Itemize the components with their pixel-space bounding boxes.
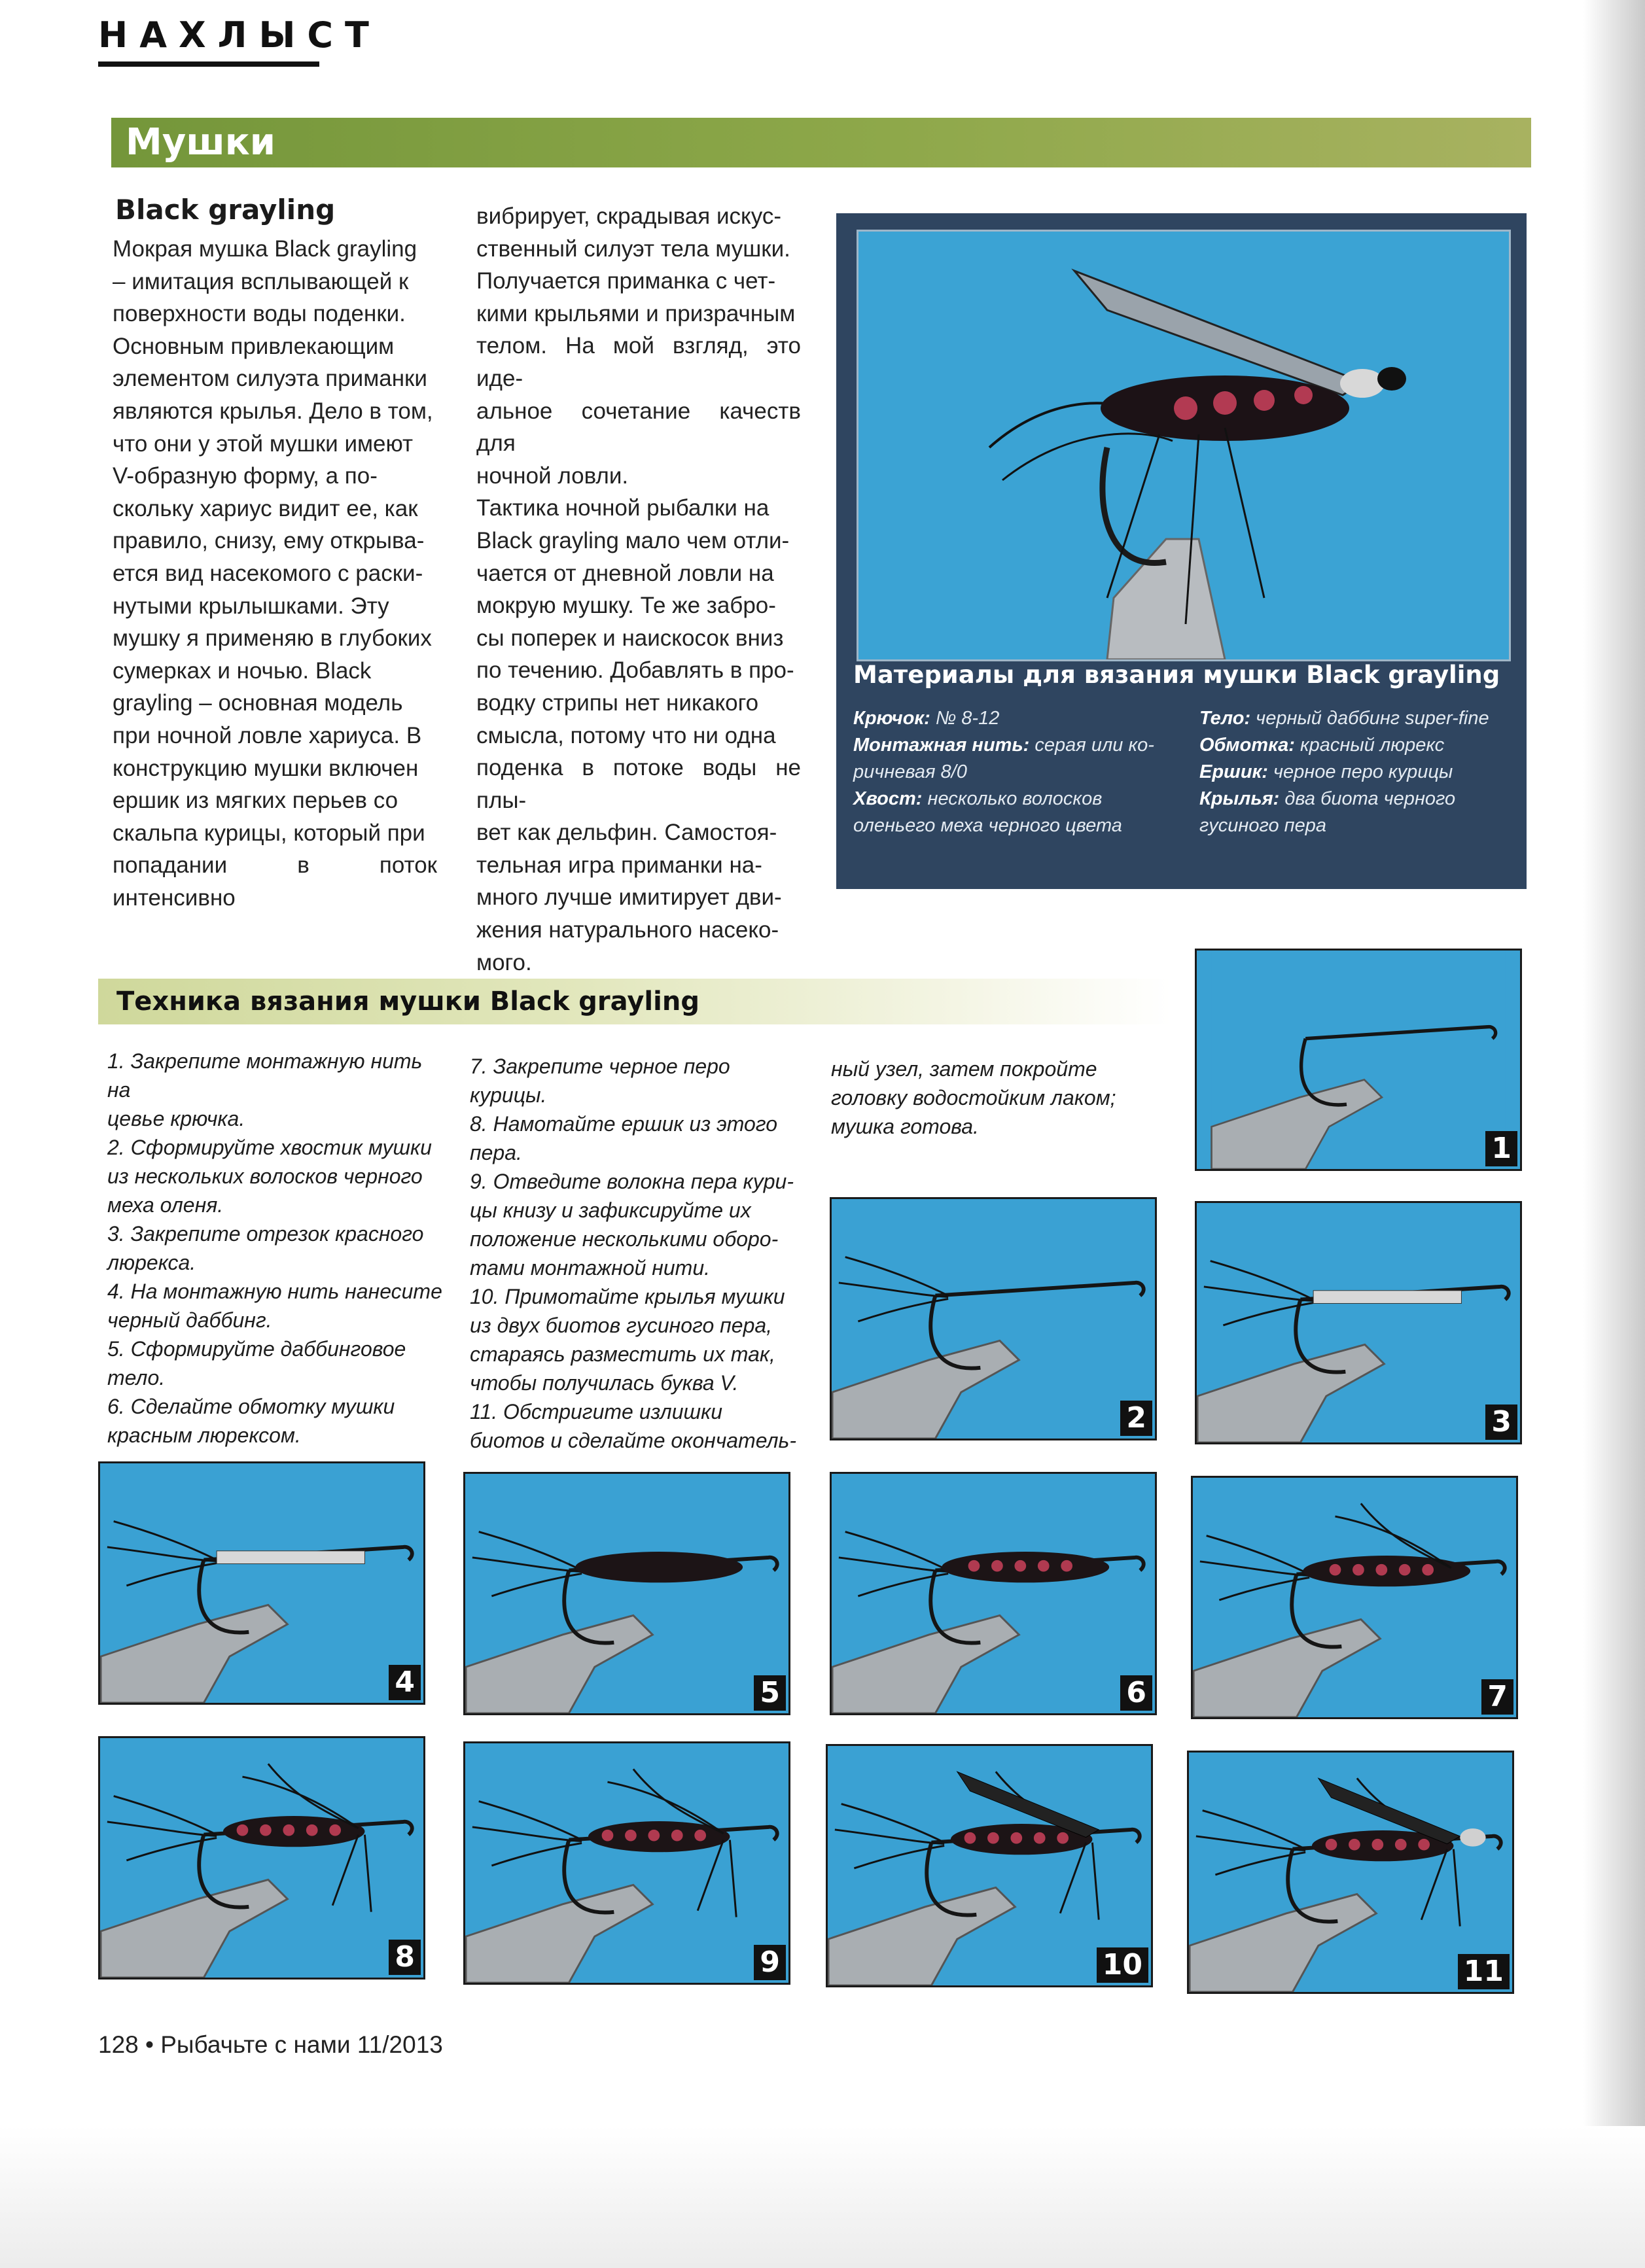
text-line: биотов и сделайте окончатель- <box>470 1429 796 1452</box>
text-line: мокрую мушку. Те же забро- <box>476 593 776 619</box>
text-line: цевье крючка. <box>107 1107 245 1130</box>
steps-column-1 <box>107 1047 448 1450</box>
text-line: попадании в поток интенсивно <box>113 852 437 911</box>
text-line: grayling – основная модель <box>113 690 403 716</box>
text-line: что они у этой мушки имеют <box>113 430 414 457</box>
material-line <box>853 812 1180 839</box>
header-bar <box>111 118 1531 167</box>
step-number-badge: 10 <box>1097 1947 1148 1983</box>
text-line: чается от дневной ловли на <box>476 560 774 586</box>
text-line: 7. Закрепите черное перо курицы. <box>470 1055 730 1107</box>
text-line: при ночной ловле хариуса. В <box>113 722 422 748</box>
step-photo <box>1195 1201 1522 1444</box>
text-line: 10. Примотайте крылья мушки <box>470 1285 785 1308</box>
bottom-shade <box>0 2126 1645 2268</box>
text-line: Black grayling мало чем отли- <box>476 527 790 553</box>
text-line: поденка в потоке воды не плы- <box>476 755 801 813</box>
text-line: черный даббинг. <box>107 1308 272 1332</box>
steps-column-2 <box>470 1052 810 1455</box>
text-line: являются крылья. Дело в том, <box>113 398 433 424</box>
text-line: правило, снизу, ему открыва- <box>113 528 425 554</box>
section-tag: НАХЛЫСТ <box>98 14 381 56</box>
step-number-badge: 11 <box>1458 1954 1510 1989</box>
material-label: Обмотка: <box>1199 735 1295 756</box>
step-photo <box>1191 1476 1518 1719</box>
material-value: гусиного пера <box>1199 815 1327 836</box>
material-line <box>853 732 1180 759</box>
text-line: ется вид насекомого с раски- <box>113 560 423 586</box>
material-line <box>853 786 1180 812</box>
text-line: Тактика ночной рыбалки на <box>476 495 769 521</box>
text-line: 11. Обстригите излишки <box>470 1400 722 1423</box>
text-line: положение несколькими оборо- <box>470 1227 779 1251</box>
text-line: ный узел, затем покройте <box>831 1057 1097 1081</box>
text-line: кими крыльями и призрачным <box>476 300 796 326</box>
text-line: тельная игра приманки на- <box>476 852 762 878</box>
text-line: Мокрая мушка Black grayling <box>113 236 417 262</box>
text-line: 6. Сделайте обмотку мушки <box>107 1395 395 1418</box>
material-label: Крылья: <box>1199 788 1280 809</box>
text-line: 5. Сформируйте даббинговое <box>107 1337 406 1361</box>
text-line: пера. <box>470 1141 522 1164</box>
step-photo <box>1195 949 1522 1171</box>
text-line: смысла, потому что ни одна <box>476 722 776 748</box>
materials-box <box>836 213 1527 889</box>
text-line: из нескольких волосков черного <box>107 1164 423 1188</box>
text-line: люрекса. <box>107 1251 196 1274</box>
text-line: элементом силуэта приманки <box>113 366 427 392</box>
article-column-2 <box>476 200 801 979</box>
text-line: цы книзу и зафиксируйте их <box>470 1198 751 1222</box>
text-line: скальпа курицы, который при <box>113 820 425 846</box>
material-label: Монтажная нить: <box>853 735 1030 756</box>
text-line: 8. Намотайте ершик из этого <box>470 1112 778 1136</box>
materials-right-column <box>1199 705 1513 839</box>
step-number-badge: 9 <box>754 1945 786 1980</box>
step-number-badge: 1 <box>1485 1131 1517 1166</box>
text-line: красным люрексом. <box>107 1423 301 1447</box>
technique-bar <box>98 979 1171 1024</box>
text-line: мушку я применяю в глубоких <box>113 625 432 652</box>
text-line: V-образную форму, а по- <box>113 463 378 489</box>
step-photo <box>463 1472 790 1715</box>
material-value: № 8-12 <box>930 708 1000 729</box>
text-line: Основным привлекающим <box>113 333 395 359</box>
section-tag-rule <box>98 61 319 67</box>
text-line: нутыми крылышками. Эту <box>113 593 389 619</box>
step-number-badge: 3 <box>1485 1404 1517 1440</box>
article-column-1 <box>113 233 437 914</box>
material-value: оленьего меха черного цвета <box>853 815 1122 836</box>
text-line: головку водостойким лаком; <box>831 1086 1116 1109</box>
text-line: меха оленя. <box>107 1193 224 1217</box>
text-line: Получается приманка с чет- <box>476 268 776 294</box>
text-line: ночной ловли. <box>476 462 629 489</box>
text-line: 9. Отведите волокна пера кури- <box>470 1170 794 1193</box>
step-number-badge: 8 <box>389 1940 421 1975</box>
text-line: поверхности воды поденки. <box>113 301 406 327</box>
text-line: скольку хариус видит ее, как <box>113 495 418 521</box>
text-line: 1. Закрепите монтажную нить на <box>107 1049 423 1102</box>
step-number-badge: 6 <box>1120 1675 1152 1711</box>
text-line: сы поперек и наискосок вниз <box>476 625 784 651</box>
material-line <box>1199 732 1513 759</box>
text-line: вибрирует, скрадывая искус- <box>476 203 781 229</box>
text-line: 2. Сформируйте хвостик мушки <box>107 1136 432 1159</box>
material-line <box>1199 786 1513 812</box>
step-photo <box>98 1736 425 1980</box>
text-line: водку стрипы нет никакого <box>476 689 759 716</box>
text-line: ершик из мягких перьев со <box>113 788 398 814</box>
material-line <box>853 759 1180 786</box>
text-line: конструкцию мушки включен <box>113 755 419 781</box>
steps-column-3 <box>831 1055 1145 1141</box>
page-footer: 128 • Рыбачьте с нами 11/2013 <box>98 2031 443 2058</box>
material-line <box>1199 759 1513 786</box>
technique-title: Техника вязания мушки Black grayling <box>116 986 699 1017</box>
text-line: вет как дельфин. Самостоя- <box>476 820 777 846</box>
material-line <box>1199 705 1513 732</box>
article-heading: Black grayling <box>115 194 336 226</box>
page-edge-shadow <box>1583 0 1645 2268</box>
material-label: Хвост: <box>853 788 923 809</box>
text-line: чтобы получилась буква V. <box>470 1371 739 1395</box>
page-title: Мушки <box>126 121 275 164</box>
text-line: тело. <box>107 1366 166 1389</box>
text-line: жения натурального насеко- <box>476 917 779 943</box>
text-line: тами монтажной нити. <box>470 1256 711 1280</box>
text-line: по течению. Добавлять в про- <box>476 657 794 684</box>
text-line: много лучше имитирует дви- <box>476 884 782 911</box>
text-line: сумерках и ночью. Black <box>113 657 372 684</box>
step-photo <box>1187 1751 1514 1994</box>
materials-title: Материалы для вязания мушки Black grayling <box>853 661 1500 689</box>
material-value: черный даббинг super-fine <box>1250 708 1489 729</box>
step-number-badge: 5 <box>754 1675 786 1711</box>
text-line: 4. На монтажную нить нанесите <box>107 1280 442 1303</box>
text-line: – имитация всплывающей к <box>113 268 409 294</box>
step-photo <box>830 1472 1157 1715</box>
material-label: Тело: <box>1199 708 1251 729</box>
text-line: мого. <box>476 949 532 975</box>
material-value: черное перо курицы <box>1267 761 1453 782</box>
material-line <box>853 705 1180 732</box>
text-line: 3. Закрепите отрезок красного <box>107 1222 424 1246</box>
material-value: ричневая 8/0 <box>853 761 967 782</box>
step-number-badge: 4 <box>389 1665 421 1700</box>
material-value: серая или ко- <box>1029 735 1154 756</box>
text-line: телом. На мой взгляд, это иде- <box>476 333 801 391</box>
material-value: два биота черного <box>1279 788 1456 809</box>
text-line: стараясь разместить их так, <box>470 1342 775 1366</box>
step-number-badge: 7 <box>1481 1679 1513 1715</box>
main-fly-photo <box>857 230 1511 661</box>
step-number-badge: 2 <box>1120 1401 1152 1436</box>
materials-left-column <box>853 705 1180 839</box>
material-label: Ершик: <box>1199 761 1268 782</box>
material-line <box>1199 812 1513 839</box>
text-line: из двух биотов гусиного пера, <box>470 1314 773 1337</box>
text-line: мушка готова. <box>831 1115 979 1138</box>
step-photo <box>98 1461 425 1705</box>
material-value: красный люрекс <box>1294 735 1445 756</box>
text-line: ственный силуэт тела мушки. <box>476 236 790 262</box>
material-label: Крючок: <box>853 708 930 729</box>
text-line: альное сочетание качеств для <box>476 398 801 457</box>
material-value: несколько волосков <box>922 788 1103 809</box>
step-photo <box>826 1744 1153 1987</box>
step-photo <box>830 1197 1157 1440</box>
step-photo <box>463 1741 790 1985</box>
